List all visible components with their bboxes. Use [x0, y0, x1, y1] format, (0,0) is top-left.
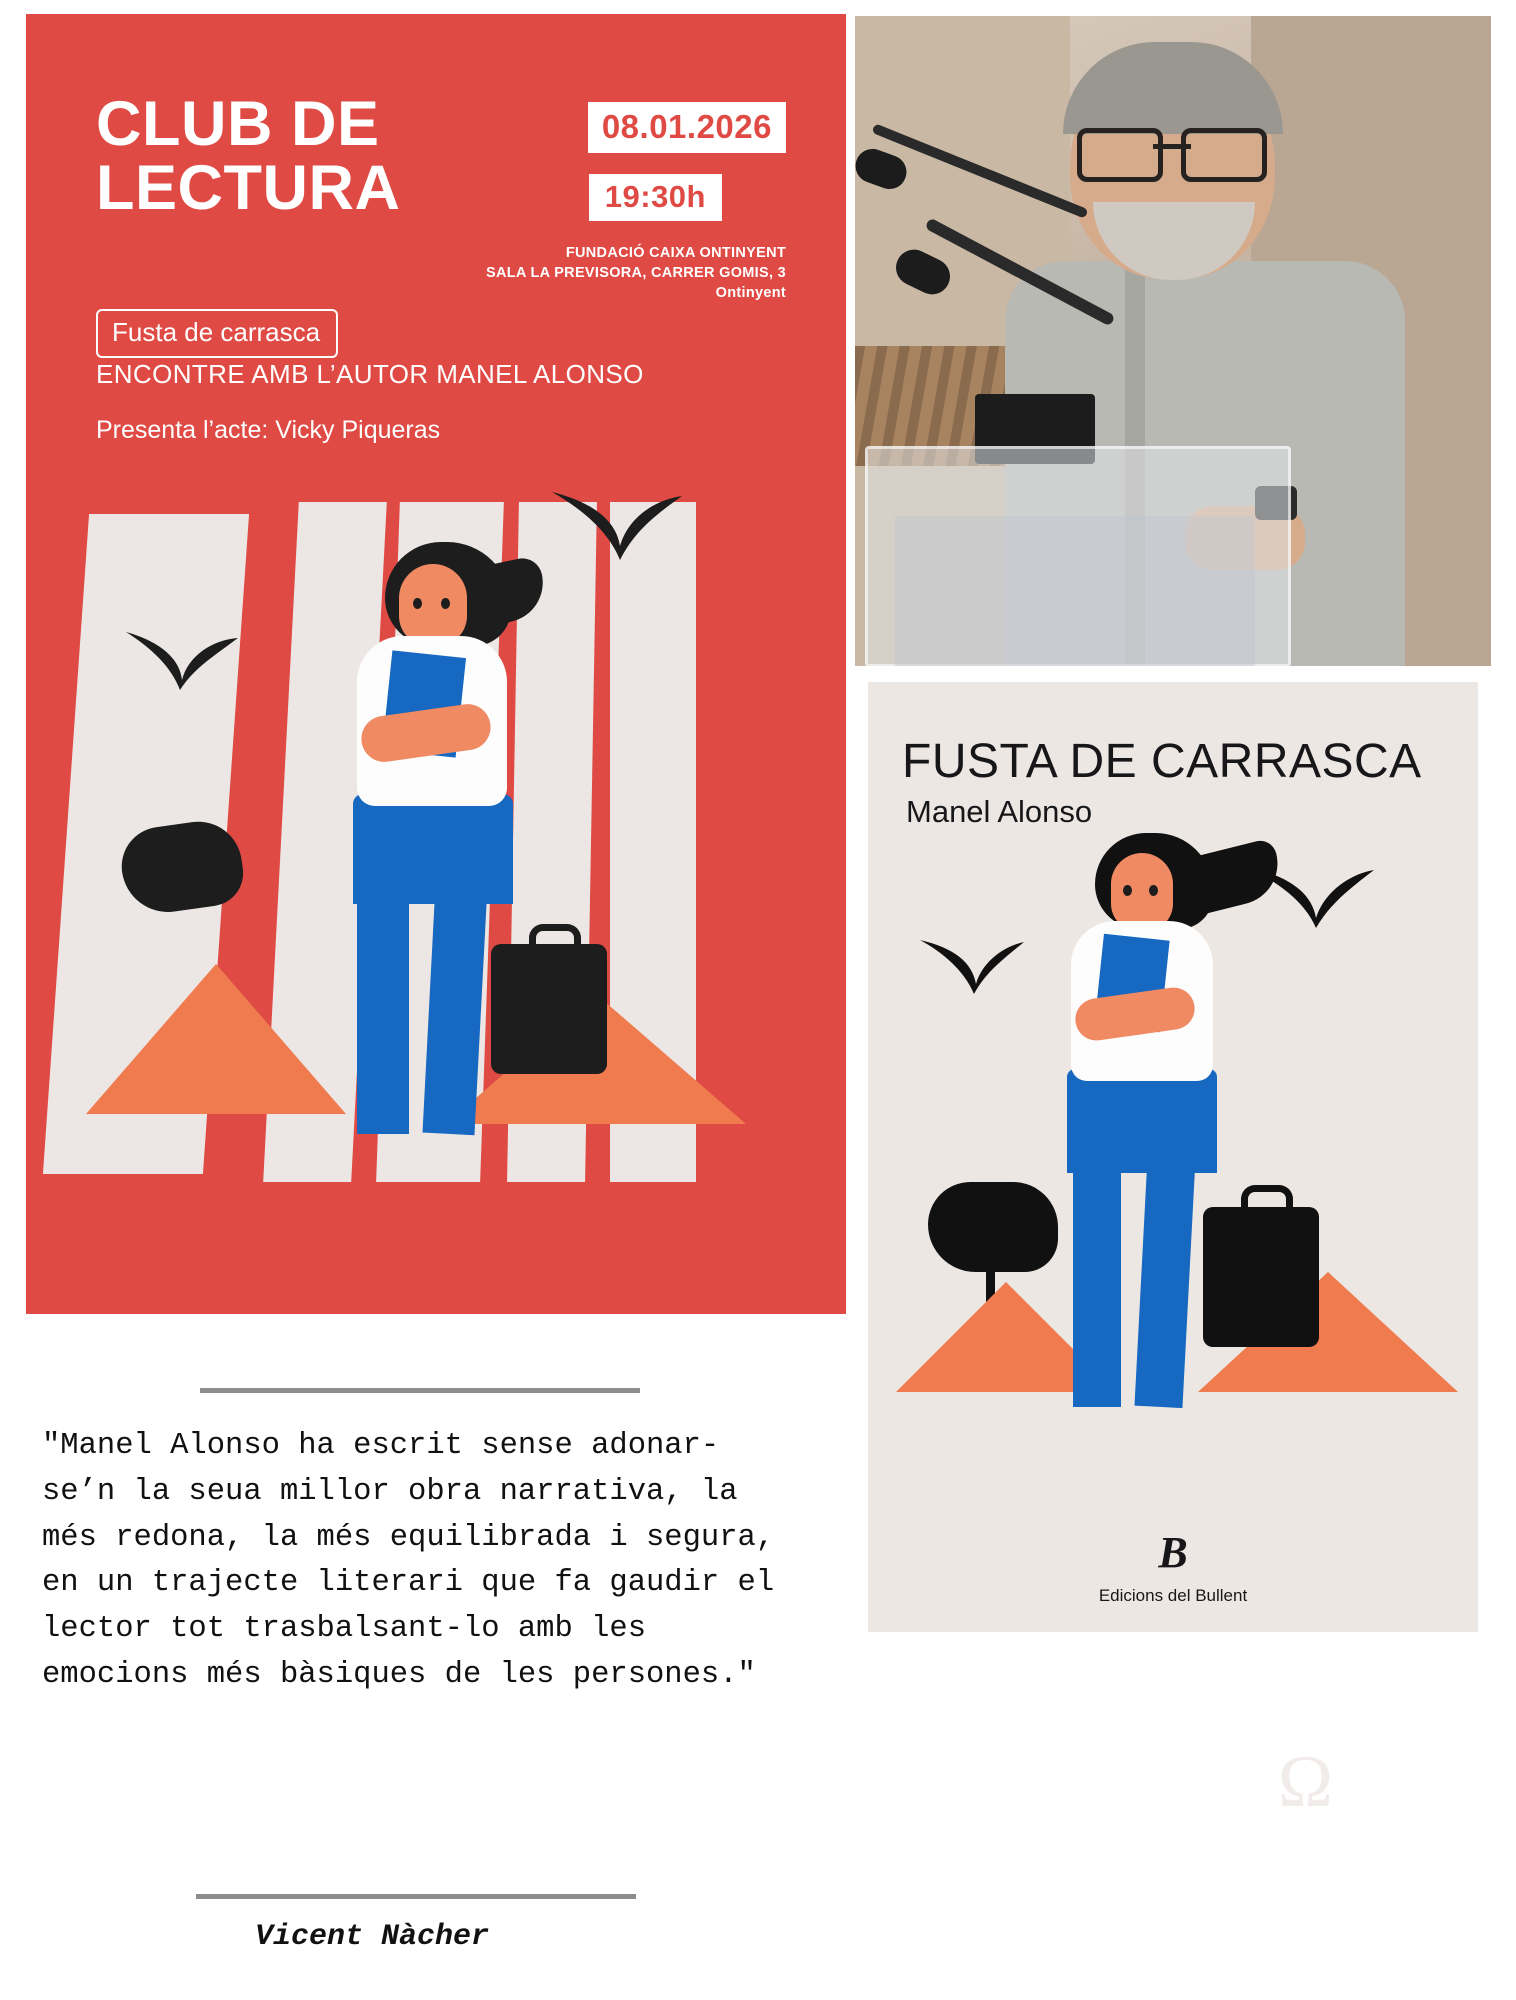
event-date-badge: 08.01.2026	[588, 102, 786, 153]
lectern-base	[895, 516, 1255, 666]
woman-illustration	[291, 524, 551, 1164]
suitcase-shape	[1203, 1207, 1319, 1347]
quote-divider-top	[200, 1388, 640, 1393]
suitcase-shape	[491, 944, 607, 1074]
eye-shape	[441, 598, 450, 609]
poster-title-line-2: LECTURA	[96, 153, 401, 224]
woman-illustration	[1053, 817, 1353, 1577]
glasses-icon	[1077, 128, 1267, 172]
eye-shape	[1123, 885, 1132, 896]
author-meeting-line: ENCONTRE AMB L’AUTOR MANEL ALONSO	[96, 359, 644, 389]
eye-shape	[413, 598, 422, 609]
event-poster	[26, 14, 846, 1314]
quote-divider-bottom	[196, 1894, 636, 1899]
leg-shape	[422, 883, 487, 1135]
publisher-name: Edicions del Bullent	[1098, 1586, 1248, 1605]
face-shape	[399, 564, 467, 646]
leg-shape	[1134, 1156, 1195, 1408]
photo-hair	[1063, 42, 1283, 134]
author-photo	[855, 16, 1491, 666]
venue-city: Ontinyent	[715, 284, 786, 301]
glasses-lens	[1181, 128, 1267, 182]
presenter-line: Presenta l’acte: Vicky Piqueras	[96, 416, 441, 444]
publisher-logo-icon: B	[1158, 1528, 1188, 1577]
quote-attribution: Vicent Nàcher	[255, 1920, 490, 1954]
book-cover	[868, 682, 1478, 1632]
leg-shape	[357, 884, 409, 1134]
event-venue	[456, 244, 786, 304]
book-cover-title: FUSTA DE CARRASCA	[902, 735, 1422, 788]
watermark-glyph: Ω	[1278, 1741, 1333, 1823]
book-cover-author: Manel Alonso	[906, 794, 1093, 829]
glasses-lens	[1077, 128, 1163, 182]
venue-line-2: SALA LA PREVISORA, CARRER GOMIS, 3	[486, 264, 786, 281]
poster-title-line-1: CLUB DE	[96, 89, 380, 159]
face-shape	[1111, 853, 1173, 931]
poster-illustration	[26, 494, 846, 1314]
review-quote: "Manel Alonso ha escrit sense adonar-se’n la seua millor obra narrativa, la més redona, la més equilibrada i segura, en un trajecte literari que fa gaudir el lector tot trasbalsant-lo amb les emocions més bàsiques de les persones."	[42, 1429, 793, 1692]
leg-shape	[1073, 1157, 1121, 1407]
event-time-badge: 19:30h	[589, 174, 722, 221]
book-title-tag: Fusta de carrasca	[96, 309, 338, 358]
tree-icon	[928, 1182, 1058, 1272]
eye-shape	[1149, 885, 1158, 896]
poster-title	[96, 89, 401, 224]
venue-line-1: FUNDACIÓ CAIXA ONTINYENT	[565, 245, 786, 261]
